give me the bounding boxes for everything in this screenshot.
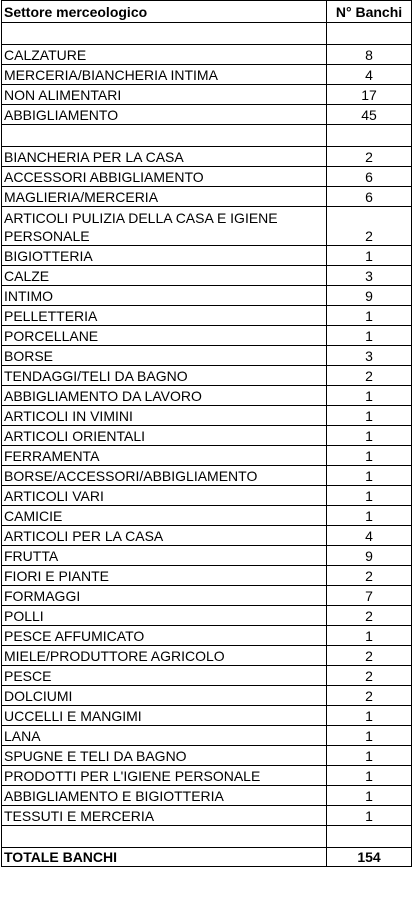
count-cell: 1 <box>327 486 412 506</box>
table-row <box>2 406 412 426</box>
blank-cell <box>2 125 327 147</box>
table-row <box>2 366 412 386</box>
count-cell: 1 <box>327 406 412 426</box>
count-cell: 1 <box>327 386 412 406</box>
table-row <box>2 566 412 586</box>
sector-cell: BORSE <box>2 346 327 366</box>
sector-cell: SPUGNE E TELI DA BAGNO <box>2 746 327 766</box>
table-body <box>2 1 412 867</box>
sector-cell: CALZE <box>2 266 327 286</box>
count-cell: 1 <box>327 706 412 726</box>
market-stalls-table <box>1 0 412 867</box>
table-row <box>2 346 412 366</box>
blank-row <box>2 125 412 147</box>
table-row <box>2 646 412 666</box>
count-cell: 3 <box>327 266 412 286</box>
sector-cell: UCCELLI E MANGIMI <box>2 706 327 726</box>
table-row <box>2 606 412 626</box>
table-row <box>2 65 412 85</box>
table-row <box>2 45 412 65</box>
sector-cell: PRODOTTI PER L'IGIENE PERSONALE <box>2 766 327 786</box>
sector-cell: BIGIOTTERIA <box>2 246 327 266</box>
sector-cell: BIANCHERIA PER LA CASA <box>2 147 327 167</box>
table-row <box>2 546 412 566</box>
table-row <box>2 167 412 187</box>
sector-cell: NON ALIMENTARI <box>2 85 327 105</box>
table-row <box>2 666 412 686</box>
sector-cell: DOLCIUMI <box>2 686 327 706</box>
table-row <box>2 187 412 207</box>
table-row <box>2 326 412 346</box>
sector-cell: PORCELLANE <box>2 326 327 346</box>
total-label: TOTALE BANCHI <box>2 848 327 867</box>
table-row <box>2 486 412 506</box>
count-cell: 1 <box>327 326 412 346</box>
table-row <box>2 686 412 706</box>
sector-cell: CAMICIE <box>2 506 327 526</box>
count-cell: 6 <box>327 167 412 187</box>
count-cell: 2 <box>327 147 412 167</box>
count-cell: 17 <box>327 85 412 105</box>
sector-cell: ARTICOLI PULIZIA DELLA CASA E IGIENE PERSONALE <box>2 207 327 246</box>
sector-cell: ARTICOLI IN VIMINI <box>2 406 327 426</box>
sector-cell: INTIMO <box>2 286 327 306</box>
table-row <box>2 586 412 606</box>
table-header-row <box>2 1 412 23</box>
sector-cell: ABBIGLIAMENTO E BIGIOTTERIA <box>2 786 327 806</box>
blank-cell <box>2 826 327 848</box>
count-cell: 2 <box>327 566 412 586</box>
sector-cell: PELLETTERIA <box>2 306 327 326</box>
count-cell: 1 <box>327 446 412 466</box>
count-cell: 1 <box>327 806 412 826</box>
sector-cell: ARTICOLI ORIENTALI <box>2 426 327 446</box>
table-row <box>2 266 412 286</box>
count-cell: 1 <box>327 426 412 446</box>
sector-cell: FRUTTA <box>2 546 327 566</box>
table-row <box>2 786 412 806</box>
table-row <box>2 526 412 546</box>
sector-cell: MIELE/PRODUTTORE AGRICOLO <box>2 646 327 666</box>
count-cell: 7 <box>327 586 412 606</box>
count-cell: 8 <box>327 45 412 65</box>
sector-cell: ABBIGLIAMENTO <box>2 105 327 125</box>
sector-cell: PESCE <box>2 666 327 686</box>
count-cell: 1 <box>327 246 412 266</box>
blank-row <box>2 826 412 848</box>
table-row <box>2 426 412 446</box>
sector-cell: FIORI E PIANTE <box>2 566 327 586</box>
count-cell: 1 <box>327 506 412 526</box>
sector-cell: ARTICOLI VARI <box>2 486 327 506</box>
blank-cell <box>327 125 412 147</box>
count-cell: 1 <box>327 726 412 746</box>
count-cell: 1 <box>327 766 412 786</box>
table-row <box>2 85 412 105</box>
count-cell: 9 <box>327 546 412 566</box>
count-cell: 2 <box>327 666 412 686</box>
sector-cell: PESCE AFFUMICATO <box>2 626 327 646</box>
sector-cell: FORMAGGI <box>2 586 327 606</box>
count-cell: 1 <box>327 466 412 486</box>
sector-cell: MAGLIERIA/MERCERIA <box>2 187 327 207</box>
table-row <box>2 446 412 466</box>
table-row <box>2 726 412 746</box>
table-row <box>2 506 412 526</box>
blank-cell <box>2 23 327 45</box>
table-row <box>2 246 412 266</box>
table-row <box>2 766 412 786</box>
count-cell: 2 <box>327 366 412 386</box>
table-row <box>2 806 412 826</box>
count-cell: 2 <box>327 606 412 626</box>
header-count: N° Banchi <box>327 1 412 23</box>
count-cell: 9 <box>327 286 412 306</box>
count-cell: 4 <box>327 65 412 85</box>
sector-cell: ARTICOLI PER LA CASA <box>2 526 327 546</box>
header-sector: Settore merceologico <box>2 1 327 23</box>
count-cell: 45 <box>327 105 412 125</box>
sector-cell: LANA <box>2 726 327 746</box>
sector-cell: TENDAGGI/TELI DA BAGNO <box>2 366 327 386</box>
table-row <box>2 207 412 246</box>
count-cell: 3 <box>327 346 412 366</box>
count-cell: 4 <box>327 526 412 546</box>
count-cell: 2 <box>327 207 412 246</box>
sector-cell: ACCESSORI ABBIGLIAMENTO <box>2 167 327 187</box>
table-row <box>2 466 412 486</box>
sector-cell: CALZATURE <box>2 45 327 65</box>
count-cell: 2 <box>327 646 412 666</box>
table-row <box>2 746 412 766</box>
table-row <box>2 147 412 167</box>
total-row <box>2 848 412 867</box>
blank-cell <box>327 826 412 848</box>
table-row <box>2 105 412 125</box>
count-cell: 2 <box>327 686 412 706</box>
count-cell: 1 <box>327 786 412 806</box>
sector-cell: TESSUTI E MERCERIA <box>2 806 327 826</box>
table-row <box>2 286 412 306</box>
sector-cell: MERCERIA/BIANCHERIA INTIMA <box>2 65 327 85</box>
count-cell: 1 <box>327 306 412 326</box>
table-row <box>2 626 412 646</box>
count-cell: 1 <box>327 626 412 646</box>
table-row <box>2 306 412 326</box>
blank-row <box>2 23 412 45</box>
blank-cell <box>327 23 412 45</box>
table-row <box>2 706 412 726</box>
total-count: 154 <box>327 848 412 867</box>
count-cell: 1 <box>327 746 412 766</box>
sector-cell: BORSE/ACCESSORI/ABBIGLIAMENTO <box>2 466 327 486</box>
sector-cell: POLLI <box>2 606 327 626</box>
count-cell: 6 <box>327 187 412 207</box>
sector-cell: FERRAMENTA <box>2 446 327 466</box>
table-row <box>2 386 412 406</box>
sector-cell: ABBIGLIAMENTO DA LAVORO <box>2 386 327 406</box>
